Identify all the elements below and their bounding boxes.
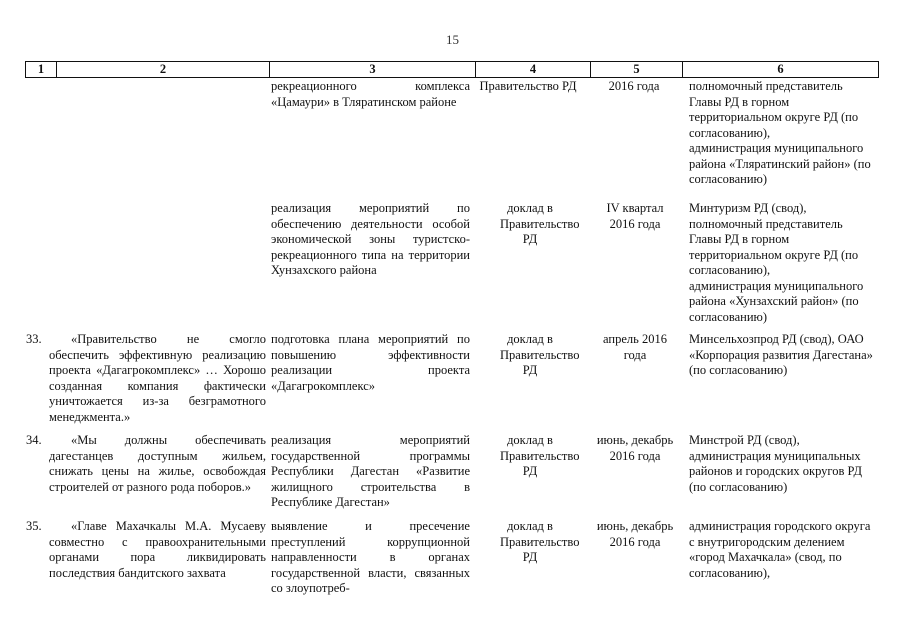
deadline-cell: IV квартал 2016 года xyxy=(606,201,664,231)
measure-cell: рекреационного комплекса «Цамаури» в Тляратинском районе xyxy=(271,79,470,109)
responsible-cell: Минсельхозпрод РД (свод), ОАО «Корпорация развития Дагестана» (по согласованию) xyxy=(689,332,873,377)
header-col-6: 6 xyxy=(777,62,784,76)
quote-cell: «Главе Махачкалы М.А. Мусаеву совместно с правоохранительными органами пора ликвидировать последствия бандитского захвата xyxy=(49,519,266,580)
page-number: 15 xyxy=(446,32,459,47)
table-header xyxy=(25,61,879,78)
responsible-cell: администрация городского округа с внутригородским делением «город Махачкала» (свод, по согласованию), xyxy=(689,519,871,580)
deadline-cell: апрель 2016 года xyxy=(603,332,667,362)
measure-cell: подготовка плана мероприятий по повышению эффективности реализации проекта «Дагагрокомплекс» xyxy=(271,332,470,393)
row-number: 35. xyxy=(26,519,42,533)
form-cell: доклад в Правительство РД xyxy=(500,433,580,478)
header-col-3: 3 xyxy=(270,62,476,77)
measure-cell: реализация мероприятий государственной программы Республики Дагестан «Развитие жилищного строительства в Республике Дагестан» xyxy=(271,433,470,509)
header-col-5: 5 xyxy=(591,62,683,77)
responsible-cell: Минтуризм РД (свод), полномочный представитель Главы РД в горном территориальном округе РД (по согласованию), администрация муниципального района «Хунзахский район» (по согласованию) xyxy=(689,201,864,324)
deadline-cell: 2016 года xyxy=(608,79,660,93)
quote-cell: «Мы должны обеспечивать дагестанцев доступным жильем, снижать цены на жилье, освобождая строителей от разного рода поборов.» xyxy=(49,433,266,494)
measure-cell: реализация мероприятий по обеспечению деятельности особой экономической зоны туристско-рекреационного типа на территории Хунзахского района xyxy=(271,201,470,277)
header-col-4: 4 xyxy=(476,62,591,77)
responsible-cell: полномочный представитель Главы РД в горном территориальном округе РД (по согласованию), администрация муниципального района «Тляратинский район» (по согласованию) xyxy=(689,79,871,186)
form-cell: доклад в Правительство РД xyxy=(500,519,580,564)
header-col-2: 2 xyxy=(57,62,270,77)
deadline-cell: июнь, декабрь 2016 года xyxy=(596,433,674,463)
quote-cell: «Правительство не смогло обеспечить эффективную реализацию проекта «Дагагрокомплекс» … Хорошо созданная компания фактически уничтожается из-за безграмотного менеджмента.» xyxy=(49,332,266,424)
row-number: 33. xyxy=(26,332,42,346)
row-number: 34. xyxy=(26,433,42,447)
form-cell: доклад в Правительство РД xyxy=(500,332,580,377)
form-cell: Правительство РД xyxy=(479,79,577,93)
deadline-cell: июнь, декабрь 2016 года xyxy=(596,519,674,549)
header-col-1: 1 xyxy=(26,62,57,77)
form-cell: доклад в Правительство РД xyxy=(500,201,580,246)
responsible-cell: Минстрой РД (свод), администрация муниципальных районов и городских округов РД (по согласованию) xyxy=(689,433,863,494)
measure-cell: выявление и пресечение преступлений коррупционной направленности в органах государственной власти, связанных со злоупотреб- xyxy=(271,519,470,595)
